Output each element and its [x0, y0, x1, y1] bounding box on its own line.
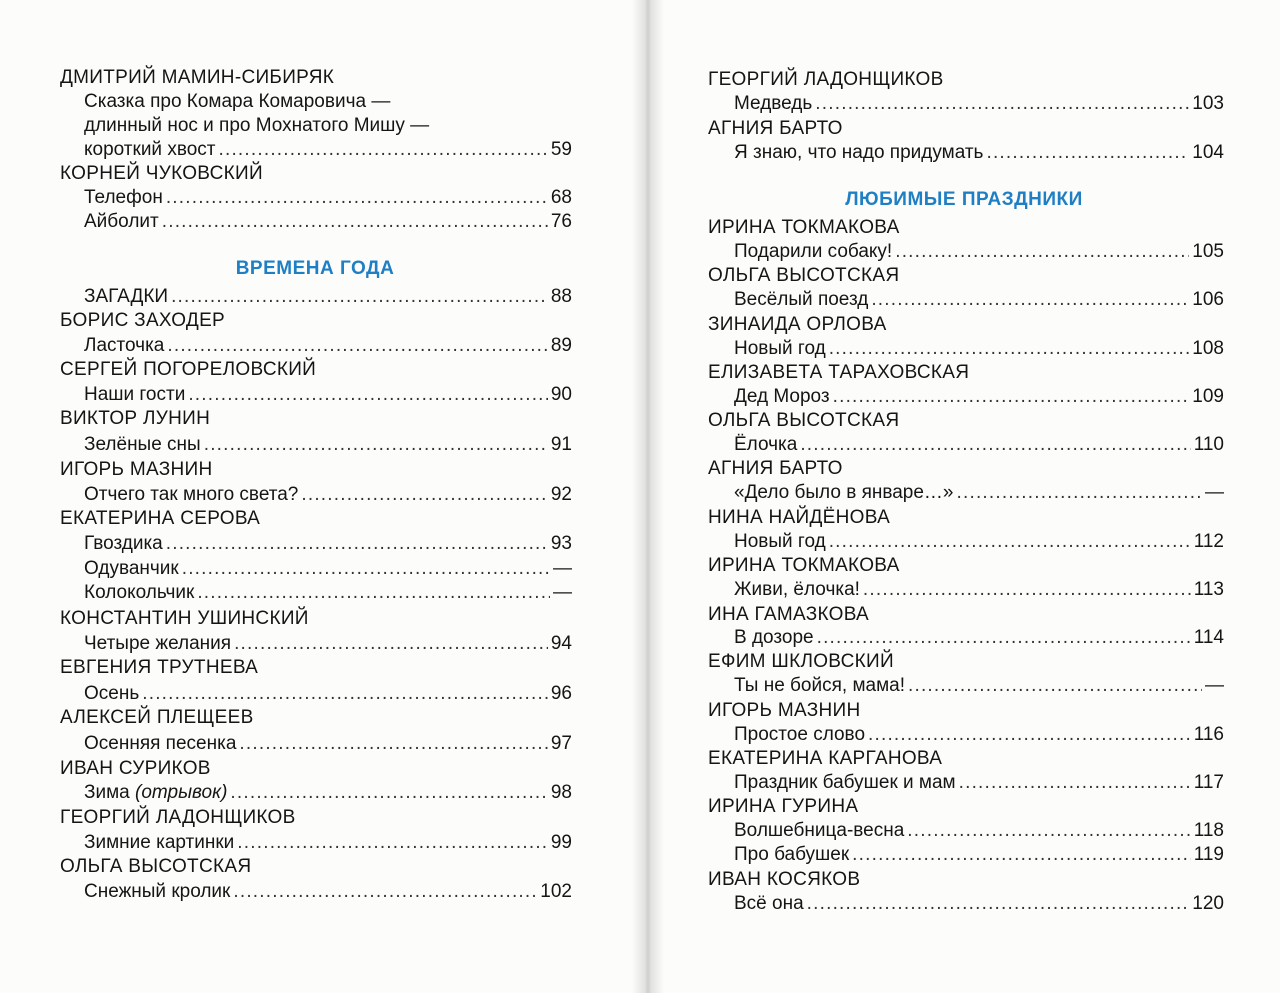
- work-title: Сказка про Комара Комаровича —: [84, 91, 391, 112]
- dot-leader: [142, 682, 548, 706]
- dot-leader: [959, 771, 1191, 795]
- toc-entry: [84, 285, 572, 309]
- dot-leader: [833, 385, 1190, 409]
- page-number: —: [553, 558, 572, 579]
- author-name: НИНА НАЙДЁНОВА: [708, 507, 891, 528]
- toc-entry: [734, 843, 1224, 867]
- dot-leader: [907, 819, 1190, 843]
- toc-entry: [734, 433, 1224, 457]
- dot-leader: [871, 288, 1189, 312]
- dot-leader: [986, 141, 1189, 165]
- page-number: 98: [550, 782, 572, 803]
- author-name: ИВАН СУРИКОВ: [60, 758, 211, 779]
- author-name: АГНИЯ БАРТО: [708, 458, 843, 479]
- toc-entry: [734, 674, 1224, 698]
- page-number: 96: [550, 683, 572, 704]
- page-number: 97: [550, 733, 572, 754]
- dot-leader: [182, 557, 550, 581]
- left-page: [0, 0, 632, 993]
- page-number: 76: [550, 211, 572, 232]
- toc-entry: [734, 819, 1224, 843]
- work-title: Дед Мороз: [734, 386, 830, 407]
- toc-entry: [84, 581, 572, 605]
- work-title: Четыре желания: [84, 633, 232, 654]
- work-title: Осенняя песенка: [84, 733, 237, 754]
- dot-leader: [237, 831, 548, 855]
- dot-leader: [166, 532, 548, 556]
- work-title: Ласточка: [84, 335, 165, 356]
- toc-entry: [84, 831, 572, 855]
- toc-entry: [734, 626, 1224, 650]
- author-name: ОЛЬГА ВЫСОТСКАЯ: [708, 265, 900, 286]
- author-name: КОНСТАНТИН УШИНСКИЙ: [60, 608, 309, 629]
- page-number: 68: [550, 187, 572, 208]
- author-name: ОЛЬГА ВЫСОТСКАЯ: [708, 410, 900, 431]
- work-title: Новый год: [734, 531, 826, 552]
- dot-leader: [197, 581, 550, 605]
- author-name: ИРИНА ГУРИНА: [708, 796, 859, 817]
- page-number: —: [1205, 482, 1224, 503]
- author-name: ЕЛИЗАВЕТА ТАРАХОВСКАЯ: [708, 362, 970, 383]
- author-name: ИГОРЬ МАЗНИН: [708, 700, 861, 721]
- work-title: Айболит: [84, 211, 159, 232]
- page-number: 108: [1192, 338, 1224, 359]
- dot-leader: [829, 337, 1190, 361]
- page-number: 119: [1193, 844, 1224, 865]
- dot-leader: [188, 383, 548, 407]
- toc-entry: [84, 114, 429, 138]
- work-title: Про бабушек: [734, 844, 850, 865]
- dot-leader: [863, 578, 1191, 602]
- page-number: 59: [550, 139, 572, 160]
- dot-leader: [908, 674, 1202, 698]
- toc-entry: [734, 141, 1224, 165]
- toc-entry: [84, 532, 572, 556]
- toc-entry: [84, 557, 572, 581]
- toc-entry: [734, 530, 1224, 554]
- author-name: ЕКАТЕРИНА СЕРОВА: [60, 508, 261, 529]
- toc-entry: [84, 210, 572, 234]
- dot-leader: [800, 433, 1190, 457]
- work-title: Весёлый поезд: [734, 289, 869, 310]
- page-number: 110: [1193, 434, 1224, 455]
- page-number: 93: [550, 533, 572, 554]
- work-title: Осень: [84, 683, 140, 704]
- author-name: ИГОРЬ МАЗНИН: [60, 459, 213, 480]
- toc-entry: [734, 771, 1224, 795]
- dot-leader: [167, 334, 547, 358]
- work-title: ЗАГАДКИ: [84, 286, 169, 307]
- author-name: ЕКАТЕРИНА КАРГАНОВА: [708, 748, 943, 769]
- author-name: ЕФИМ ШКЛОВСКИЙ: [708, 651, 894, 672]
- toc-entry: [84, 880, 572, 904]
- author-name: ИРИНА ТОКМАКОВА: [708, 217, 900, 238]
- author-name: ИВАН КОСЯКОВ: [708, 869, 861, 890]
- toc-entry: [84, 138, 572, 162]
- author-name: ДМИТРИЙ МАМИН-СИБИРЯК: [60, 67, 335, 88]
- author-name: КОРНЕЙ ЧУКОВСКИЙ: [60, 163, 263, 184]
- page-number: 116: [1193, 724, 1224, 745]
- page-number: 88: [550, 286, 572, 307]
- page-number: 117: [1193, 772, 1224, 793]
- toc-entry: [734, 240, 1224, 264]
- author-name: ГЕОРГИЙ ЛАДОНЩИКОВ: [708, 69, 944, 90]
- page-number: 106: [1192, 289, 1224, 310]
- dot-leader: [171, 285, 548, 309]
- dot-leader: [817, 626, 1191, 650]
- page-number: 89: [550, 335, 572, 356]
- work-title: Всё она: [734, 893, 804, 914]
- page-number: 105: [1192, 241, 1224, 262]
- toc-entry: [84, 632, 572, 656]
- work-title: Наши гости: [84, 384, 186, 405]
- dot-leader: [234, 632, 548, 656]
- dot-leader: [807, 892, 1190, 916]
- toc-entry: [84, 334, 572, 358]
- dot-leader: [218, 138, 547, 162]
- page-number: 109: [1192, 386, 1224, 407]
- toc-entry: [734, 288, 1224, 312]
- page-number: 99: [550, 832, 572, 853]
- work-title: Подарили собаку!: [734, 241, 893, 262]
- dot-leader: [852, 843, 1191, 867]
- page-number: 113: [1193, 579, 1224, 600]
- author-name: ЗИНАИДА ОРЛОВА: [708, 314, 887, 335]
- toc-entry: [734, 723, 1224, 747]
- work-title: Ёлочка: [734, 434, 798, 455]
- page-number: 120: [1192, 893, 1224, 914]
- title-note: (отрывок): [135, 782, 228, 803]
- author-name: ИРИНА ТОКМАКОВА: [708, 555, 900, 576]
- page-number: 90: [550, 384, 572, 405]
- author-name: АЛЕКСЕЙ ПЛЕЩЕЕВ: [60, 707, 254, 728]
- dot-leader: [815, 92, 1189, 116]
- page-number: 102: [540, 881, 572, 902]
- work-title: Медведь: [734, 93, 813, 114]
- author-name: СЕРГЕЙ ПОГОРЕЛОВСКИЙ: [60, 359, 317, 380]
- page-number: 92: [550, 484, 572, 505]
- work-title: Зелёные сны: [84, 434, 201, 455]
- work-title: Я знаю, что надо придумать: [734, 142, 984, 163]
- toc-entry: [734, 481, 1224, 505]
- work-title: Зима: [84, 782, 130, 803]
- work-title: Ты не бойся, мама!: [734, 675, 905, 696]
- book-gutter: [632, 0, 664, 993]
- dot-leader: [301, 483, 547, 507]
- dot-leader: [895, 240, 1189, 264]
- toc-entry: [734, 578, 1224, 602]
- work-title: Зимние картинки: [84, 832, 235, 853]
- work-title: Гвоздика: [84, 533, 163, 554]
- work-title: Живи, ёлочка!: [734, 579, 860, 600]
- author-name: ВИКТОР ЛУНИН: [60, 408, 211, 429]
- dot-leader: [166, 186, 548, 210]
- page-number: 91: [550, 434, 572, 455]
- work-title: короткий хвост: [84, 139, 216, 160]
- work-title: длинный нос и про Мохнатого Мишу —: [84, 115, 430, 136]
- work-title: Отчего так много света?: [84, 484, 299, 505]
- toc-entry: [84, 732, 572, 756]
- dot-leader: [829, 530, 1191, 554]
- page-number: 94: [550, 633, 572, 654]
- toc-entry: [84, 682, 572, 706]
- section-heading: ВРЕМЕНА ГОДА: [235, 258, 395, 279]
- toc-entry: [734, 337, 1224, 361]
- work-title: Колокольчик: [84, 582, 195, 603]
- page-number: —: [553, 582, 572, 603]
- dot-leader: [204, 433, 548, 457]
- author-name: ГЕОРГИЙ ЛАДОНЩИКОВ: [60, 807, 296, 828]
- work-title: Волшебница-весна: [734, 820, 905, 841]
- work-title: Праздник бабушек и мам: [734, 772, 956, 793]
- toc-entry: [734, 892, 1224, 916]
- page-number: 103: [1192, 93, 1224, 114]
- page-number: 112: [1193, 531, 1224, 552]
- work-title: «Дело было в январе…»: [734, 482, 954, 503]
- author-name: ИНА ГАМАЗКОВА: [708, 604, 870, 625]
- toc-entry: [84, 781, 572, 805]
- dot-leader: [230, 781, 547, 805]
- dot-leader: [162, 210, 548, 234]
- work-title: Снежный кролик: [84, 881, 231, 902]
- toc-entry: [734, 385, 1224, 409]
- section-heading: ЛЮБИМЫЕ ПРАЗДНИКИ: [845, 189, 1083, 210]
- author-name: ОЛЬГА ВЫСОТСКАЯ: [60, 856, 252, 877]
- author-name: АГНИЯ БАРТО: [708, 118, 843, 139]
- page-number: 114: [1193, 627, 1224, 648]
- dot-leader: [233, 880, 537, 904]
- work-title: Новый год: [734, 338, 826, 359]
- toc-entry: [84, 433, 572, 457]
- toc-entry: [84, 90, 390, 114]
- toc-entry: [734, 92, 1224, 116]
- author-name: БОРИС ЗАХОДЕР: [60, 310, 226, 331]
- work-title: Одуванчик: [84, 558, 179, 579]
- dot-leader: [239, 732, 547, 756]
- page-number: 118: [1193, 820, 1224, 841]
- page-number: —: [1205, 675, 1224, 696]
- dot-leader: [957, 481, 1202, 505]
- toc-entry: [84, 383, 572, 407]
- dot-leader: [868, 723, 1191, 747]
- work-title: Телефон: [84, 187, 163, 208]
- page-number: 104: [1192, 142, 1224, 163]
- work-title: В дозоре: [734, 627, 814, 648]
- work-title: Простое слово: [734, 724, 866, 745]
- right-page: [664, 0, 1280, 993]
- author-name: ЕВГЕНИЯ ТРУТНЕВА: [60, 657, 259, 678]
- toc-entry: [84, 186, 572, 210]
- toc-entry: [84, 483, 572, 507]
